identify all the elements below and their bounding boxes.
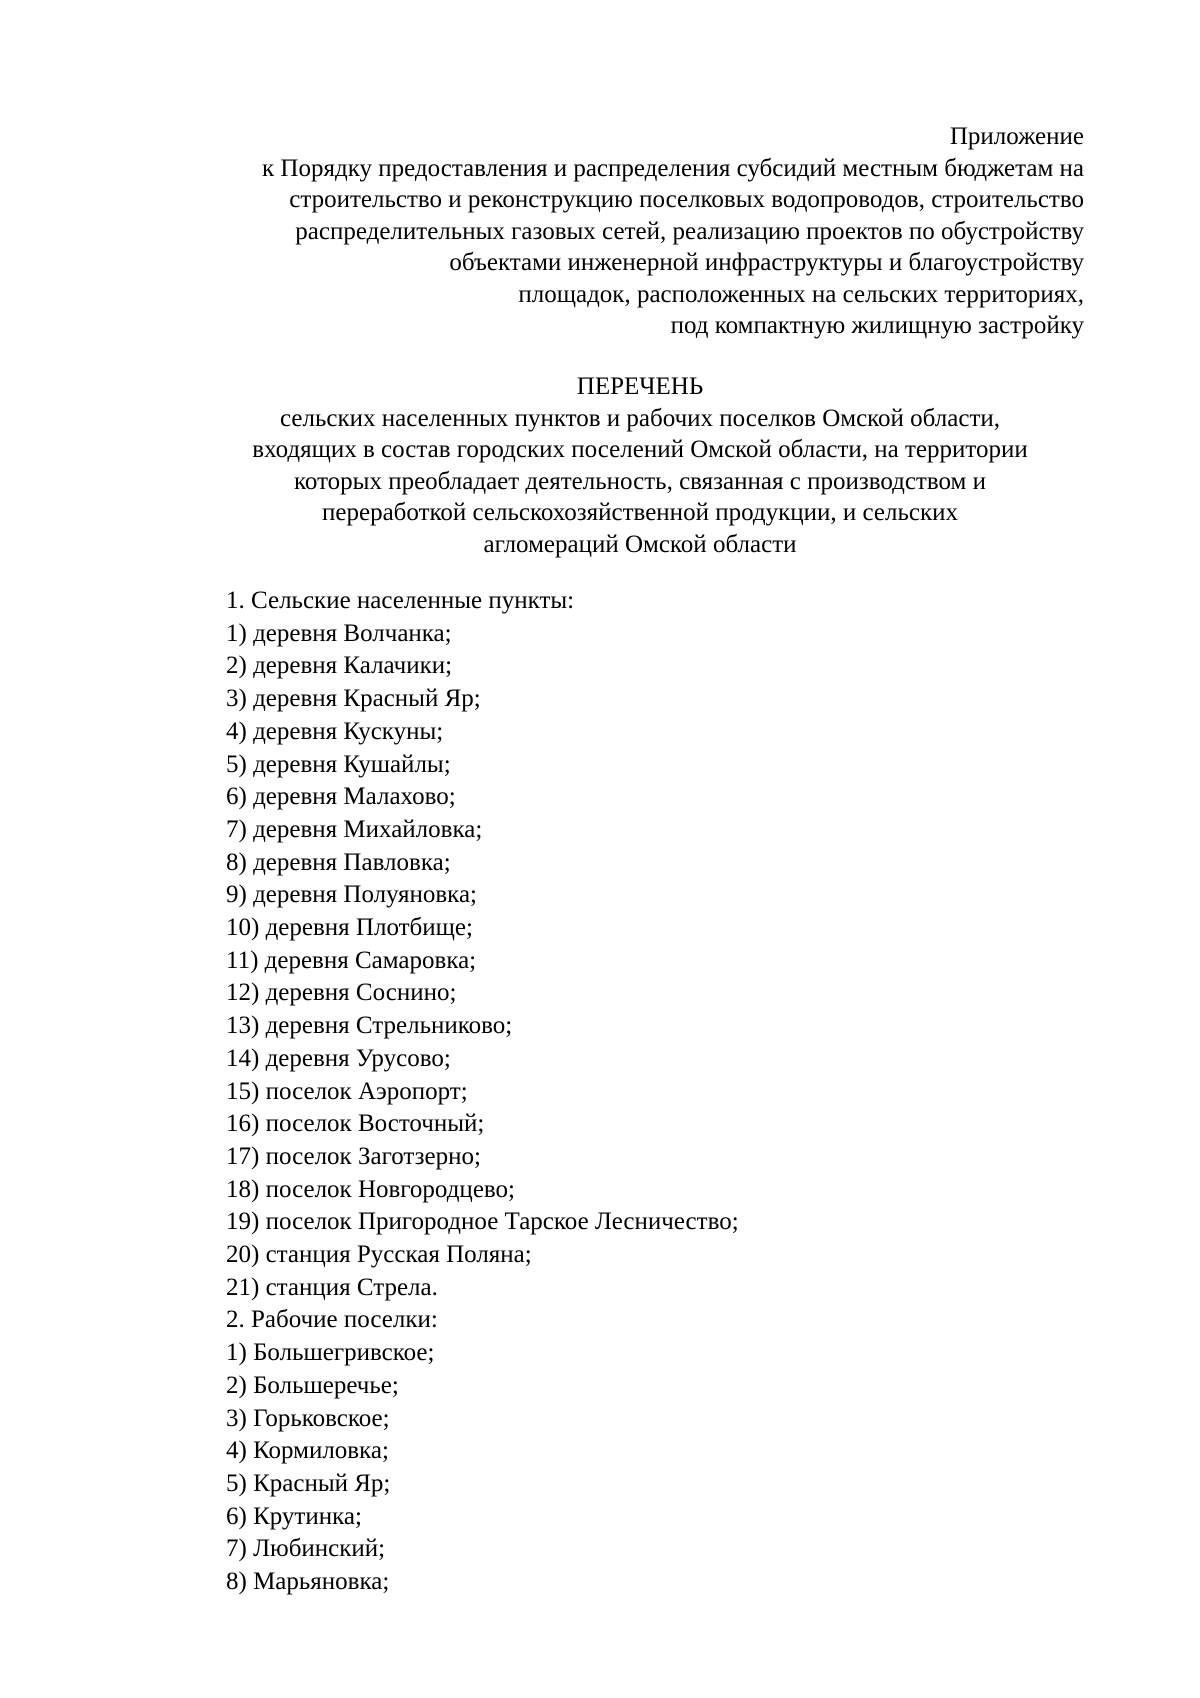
appendix-title: Приложение — [949, 123, 1084, 150]
list-item: 21) станция Стрела. — [226, 1273, 438, 1301]
list-item: 16) поселок Восточный; — [226, 1110, 485, 1138]
list-item: 20) станция Русская Поляна; — [226, 1241, 532, 1269]
section-title: 1. Сельские населенные пункты: — [226, 587, 575, 614]
list-item: 9) деревня Полуяновка; — [226, 881, 477, 909]
list-item: 1) деревня Волчанка; — [226, 619, 452, 647]
list-item: 12) деревня Соснино; — [226, 979, 457, 1007]
heading-line: сельских населенных пунктов и рабочих поселков Омской области, — [279, 404, 1001, 432]
heading-line: агломераций Омской области — [483, 530, 797, 558]
settlement-list — [226, 585, 1126, 1599]
appendix-line: к Порядку предоставления и распределения субсидий местным бюджетам на — [262, 154, 1084, 182]
appendix-line: распределительных газовых сетей, реализацию проектов по обустройству — [295, 217, 1084, 245]
appendix-line: строительство и реконструкцию поселковых водопроводов, строительство — [289, 186, 1084, 213]
list-item: 2) деревня Калачики; — [226, 652, 453, 680]
list-item: 18) поселок Новгородцево; — [226, 1175, 515, 1203]
list-item: 3) деревня Красный Яр; — [226, 685, 481, 713]
document-heading — [150, 371, 1130, 560]
heading-line: переработкой сельскохозяйственной продукции, и сельских — [322, 499, 958, 526]
list-item: 8) деревня Павловка; — [226, 848, 451, 876]
list-item: 14) деревня Урусово; — [226, 1044, 451, 1072]
appendix-line: под компактную жилищную застройку — [670, 312, 1084, 339]
list-item: 7) Любинский; — [226, 1535, 386, 1563]
list-item: 2) Большеречье; — [226, 1371, 399, 1399]
appendix-header — [104, 121, 1084, 342]
list-item: 6) Крутинка; — [226, 1502, 362, 1530]
appendix-line: объектами инженерной инфраструктуры и благоустройству — [449, 249, 1084, 276]
list-item: 7) деревня Михайловка; — [226, 815, 483, 843]
appendix-line: площадок, расположенных на сельских территориях, — [518, 280, 1084, 308]
list-item: 10) деревня Плотбище; — [226, 914, 473, 942]
list-item: 4) деревня Кускуны; — [226, 717, 444, 745]
heading-line: входящих в состав городских поселений Омской области, на территории — [252, 436, 1028, 463]
list-item: 15) поселок Аэропорт; — [226, 1077, 468, 1105]
list-item: 1) Большегривское; — [226, 1339, 435, 1367]
heading-line: которых преобладает деятельность, связанная с производством и — [294, 467, 986, 495]
list-item: 19) поселок Пригородное Тарское Лесничество; — [226, 1208, 739, 1236]
list-item: 6) деревня Малахово; — [226, 783, 456, 811]
list-item: 5) Красный Яр; — [226, 1469, 391, 1497]
list-item: 4) Кормиловка; — [226, 1437, 389, 1465]
list-item: 5) деревня Кушайлы; — [226, 750, 451, 778]
list-item: 13) деревня Стрельниково; — [226, 1012, 513, 1040]
list-item: 8) Марьяновка; — [226, 1568, 390, 1596]
list-item: 17) поселок Заготзерно; — [226, 1142, 481, 1170]
section-title: 2. Рабочие поселки: — [226, 1306, 438, 1334]
heading-title: ПЕРЕЧЕНЬ — [576, 373, 704, 400]
list-item: 3) Горьковское; — [226, 1404, 390, 1432]
list-item: 11) деревня Самаровка; — [226, 946, 477, 974]
